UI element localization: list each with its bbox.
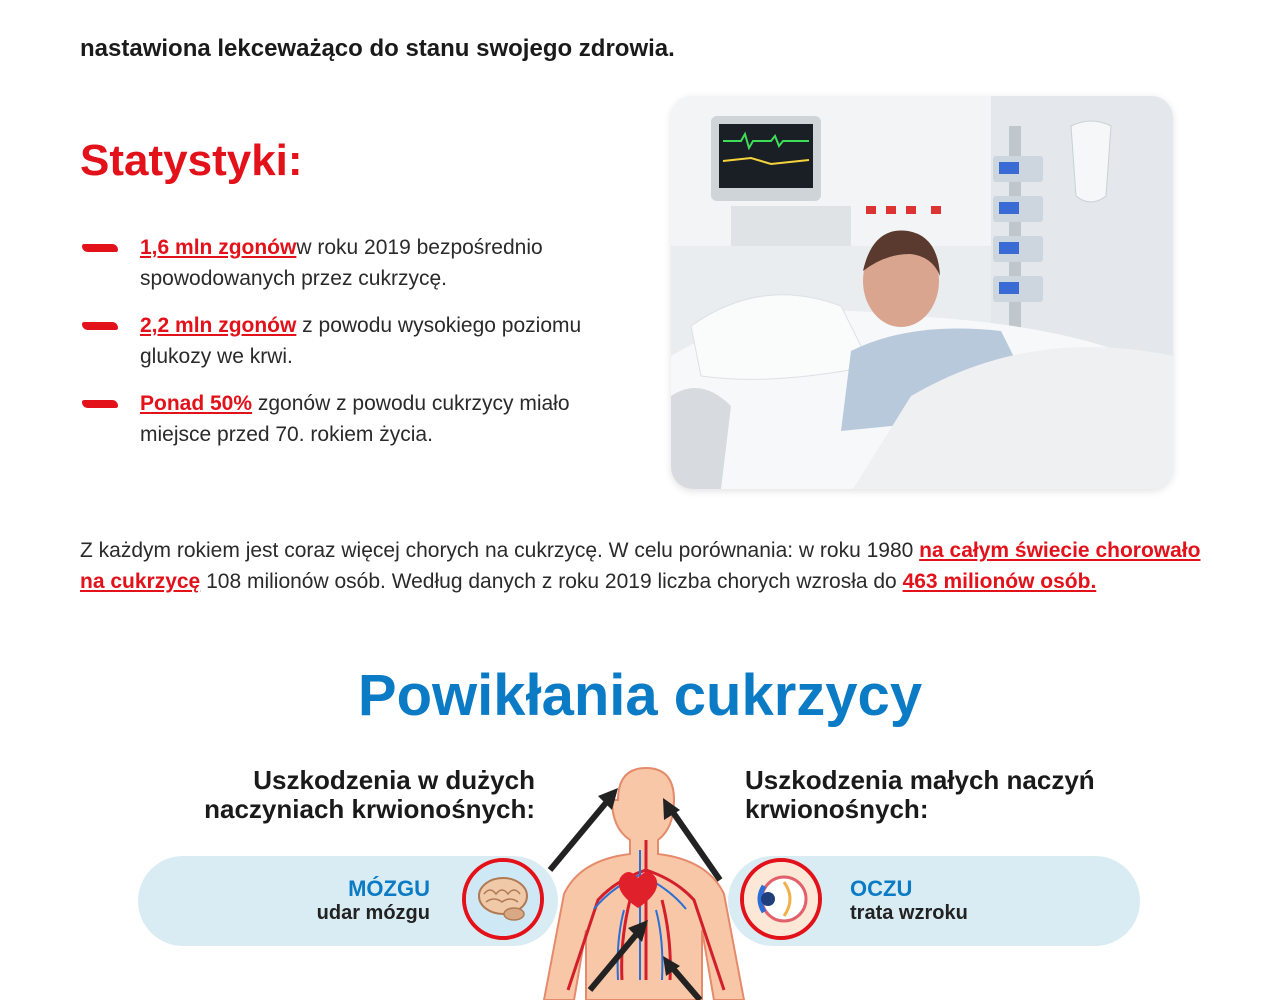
complication-brain-pill: [138, 856, 558, 946]
stats-title: Statystyki:: [80, 136, 303, 185]
human-body-figure: [520, 760, 760, 1000]
small-vessels-heading: Uszkodzenia małych naczyń krwionośnych:: [745, 765, 1095, 824]
eye-icon: [740, 858, 822, 940]
organ-label: OCZU: [850, 876, 913, 901]
paragraph-text: Z każdym rokiem jest coraz więcej chorych na cukrzycę. W celu porównania: w roku 1980: [80, 539, 920, 562]
intro-text: [80, 0, 1200, 70]
stat-text: w roku 2019 bezpośrednio spowodowanych przez cukrzycę.: [140, 236, 543, 290]
list-item: [80, 232, 640, 294]
stat-link[interactable]: 1,6 mln zgonów: [140, 236, 297, 259]
stat-text: zgonów z powodu cukrzycy miało miejsce przed 70. rokiem życia.: [140, 392, 570, 446]
paragraph-text: 108 milionów osób. Według danych z roku 2019 liczba chorych wzrosła do: [200, 570, 903, 593]
intro-cut-line: [80, 0, 1200, 28]
dash-bullet-icon: [82, 322, 118, 330]
complication-desc: udar mózgu: [316, 902, 430, 924]
stats-list: [80, 232, 640, 466]
dash-bullet-icon: [82, 244, 118, 252]
hospital-photo: [671, 96, 1173, 489]
large-vessels-heading: Uszkodzenia w dużych naczyniach krwionośnych:: [204, 765, 535, 824]
complication-desc: trata wzroku: [850, 902, 968, 924]
list-item: [80, 310, 640, 372]
dash-bullet-icon: [82, 400, 118, 408]
stat-link[interactable]: 2,2 mln zgonów: [140, 314, 297, 337]
paragraph-link-1[interactable]: na całym świecie chorowało na cukrzycę: [80, 539, 1201, 593]
intro-line-2: nastawiona lekceważąco do stanu swojego zdrowia.: [80, 35, 675, 62]
organ-label: MÓZGU: [348, 876, 430, 901]
stat-link[interactable]: Ponad 50%: [140, 392, 253, 415]
list-item: [80, 388, 640, 450]
complications-title: Powikłania cukrzycy: [357, 663, 923, 728]
paragraph-link-2[interactable]: 463 milionów osób.: [902, 570, 1097, 593]
stat-text: z powodu wysokiego poziomu glukozy we krwi.: [140, 314, 582, 368]
brain-icon: [462, 858, 544, 940]
complication-eye-pill: [728, 856, 1140, 946]
intro-paragraph: [80, 535, 1210, 597]
